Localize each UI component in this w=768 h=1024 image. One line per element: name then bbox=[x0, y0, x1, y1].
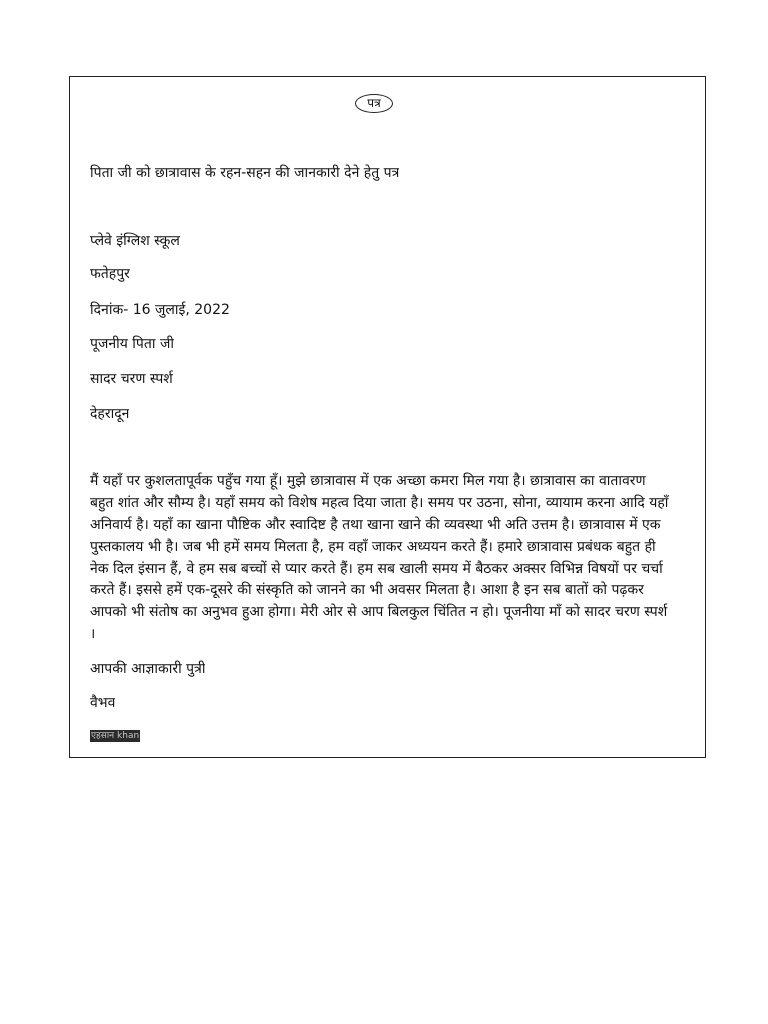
signature-name: वैभव bbox=[90, 695, 116, 711]
closing-phrase: आपकी आज्ञाकारी पुत्री bbox=[90, 661, 206, 677]
footer-tag: एहसान khan bbox=[91, 731, 140, 741]
body-line: बहुत शांत और सौम्य है। यहाँ समय को विशेष महत्व दिया जाता है। समय पर उठना, सोना, व्यायाम करना आदि यहाँ bbox=[90, 494, 669, 511]
body-line: करते हैं। इससे हमें एक-दूसरे की संस्कृति को जानने का भी अवसर मिलता है। आशा है इन सब बातों को पढ़कर bbox=[90, 582, 644, 599]
heading-badge: पत्र bbox=[355, 94, 393, 113]
body-line: अनिवार्य है। यहाँ का खाना पौष्टिक और स्वादिष्ट है तथा खाना खाने की व्यवस्था भी अति उत्तम है। छात्रावास में एक bbox=[90, 516, 661, 533]
recipient-place: देहरादून bbox=[90, 406, 130, 422]
letter-subject: पिता जी को छात्रावास के रहन-सहन की जानकारी देने हेतु पत्र bbox=[90, 165, 400, 181]
sender-city: फतेहपुर bbox=[90, 266, 130, 282]
letter-body bbox=[90, 471, 690, 646]
body-line: आपको भी संतोष का अनुभव हुआ होगा। मेरी ओर से आप बिलकुल चिंतित न हो। पूजनीया माँ को सादर चरण स्पर्श bbox=[90, 604, 668, 621]
letter-frame bbox=[69, 76, 706, 758]
salutation: पूजनीय पिता जी bbox=[90, 336, 174, 352]
letter-date: दिनांक- 16 जुलाई, 2022 bbox=[90, 302, 230, 318]
sender-school: प्लेवे इंग्लिश स्कूल bbox=[90, 233, 180, 249]
greeting: सादर चरण स्पर्श bbox=[90, 371, 173, 387]
body-line: पुस्तकालय भी है। जब भी हमें समय मिलता है, हम वहाँ जाकर अध्ययन करते हैं। हमारे छात्रावास प्रबंधक बहुत ही bbox=[90, 538, 656, 555]
body-line: । bbox=[90, 626, 96, 643]
body-line: मैं यहाँ पर कुशलतापूर्वक पहुँच गया हूँ। मुझे छात्रावास में एक अच्छा कमरा मिल गया है। छात्रावास का वातावरण bbox=[90, 473, 646, 489]
body-line: नेक दिल इंसान हैं, वे हम सब बच्चों से प्यार करते हैं। हम सब खाली समय में बैठकर अक्सर विभिन्न विषयों पर चर्चा bbox=[90, 560, 663, 577]
